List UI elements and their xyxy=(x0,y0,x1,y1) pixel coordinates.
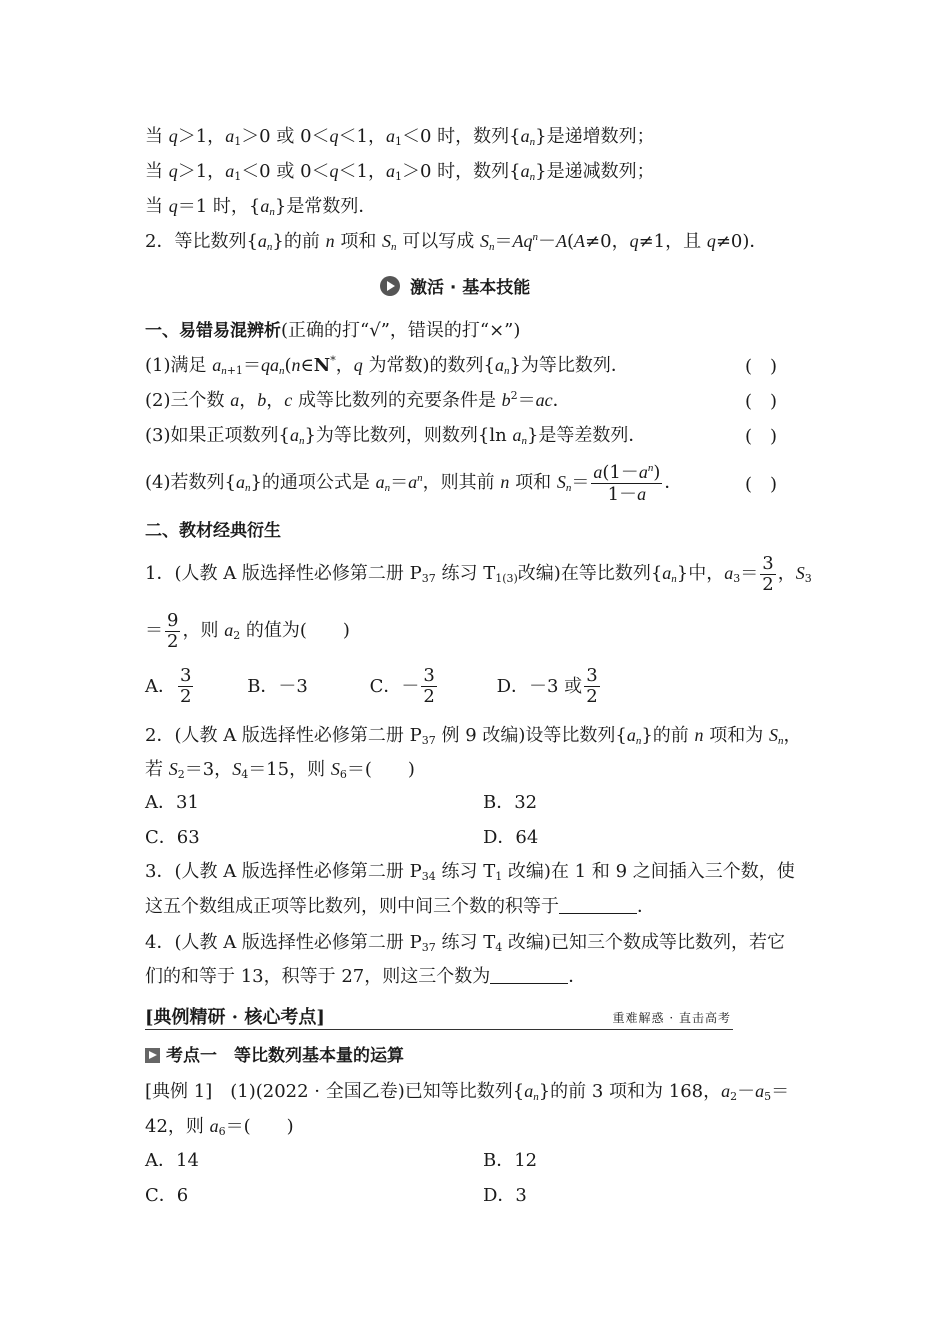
q4-blank[interactable] xyxy=(490,965,568,984)
q1-option-a[interactable]: A． $\frac{3}{2}$ xyxy=(145,665,192,707)
q1-line-2: ＝ $\frac{9}{2}$ ，则 $a_2$ 的值为( ) xyxy=(145,609,350,652)
q3-line-2: 这五个数组成正项等比数列，则中间三个数的积等于 ． xyxy=(145,896,655,917)
example-line-1: [典例 1] (1)(2022 · 全国乙卷)已知等比数列$\{a_n\}$的前 3 项和为 168，$a_2-a_5=$ xyxy=(145,1081,790,1103)
sum-fraction: $\frac{a(1-a^n)}{1-a}$ xyxy=(593,461,661,505)
q4-line-1: 4．(人教 A 版选择性必修第二册 $P_{37}$ 练习 $T_4$ 改编)已知三个数成等比数列，若它 xyxy=(145,932,785,954)
q3-line-1: 3．(人教 A 版选择性必修第二册 $P_{34}$ 练习 $T_1$ 改编)在 1 和 9 之间插入三个数，使 xyxy=(145,861,795,883)
q2-option-d[interactable]: D．64 xyxy=(483,827,539,848)
q2-option-b[interactable]: B．32 xyxy=(483,792,538,813)
topic-line xyxy=(145,1043,404,1069)
play-square-icon xyxy=(145,1048,160,1063)
q1-option-d[interactable]: D．－3 或 $\frac{3}{2}$ xyxy=(496,665,598,707)
section-banner xyxy=(380,273,530,298)
judge-item-2: (2)三个数 a，b，c 成等比数列的充要条件是 $b^2=ac$． xyxy=(145,389,571,411)
q4-line-2: 们的和等于 13，积等于 27，则这三个数为 ． xyxy=(145,966,587,987)
q1-option-c[interactable]: C．－ $\frac{3}{2}$ xyxy=(369,665,435,707)
banner-title: 激活 · 基本技能 xyxy=(410,278,531,298)
textbook-heading-text: 二、教材经典衍生 xyxy=(145,521,281,541)
q2-line-1: 2．(人教 A 版选择性必修第二册 $P_{37}$ 例 9 改编)设等比数列$\{a_n\}$的前 n 项和为 $S_n$， xyxy=(145,725,802,747)
q2-option-a[interactable]: A．31 xyxy=(145,792,199,813)
example-option-d[interactable]: D．3 xyxy=(483,1185,527,1206)
q2-option-c[interactable]: C．63 xyxy=(145,827,200,848)
judge-paren-3[interactable]: ( ) xyxy=(745,426,778,447)
judge-item-4: (4)若数列$\{a_n\}$的通项公式是 $a_n=a^n$，则其前 n 项和 $S_n=$ $\frac{a(1-a^n)}{1-a}$ ． xyxy=(145,461,683,505)
judge-item-3: (3)如果正项数列$\{a_n\}$为等比数列，则数列{ln $a_n$}是等差数列． xyxy=(145,425,647,447)
q1-option-b[interactable]: B．－3 xyxy=(247,675,308,697)
example-option-b[interactable]: B．12 xyxy=(483,1150,538,1171)
judge-instruction: (正确的打“√”，错误的打“×”) xyxy=(281,320,521,341)
example-option-c[interactable]: C．6 xyxy=(145,1185,189,1206)
play-circle-icon xyxy=(380,276,400,296)
property-line-4: 2．等比数列$\{a_n\}$的前 n 项和 $S_n$ 可以写成 $S_n=Aq^n-A(A\ne 0$，q≠1，且 q≠0)． xyxy=(145,231,768,253)
example-option-a[interactable]: A．14 xyxy=(145,1150,199,1171)
research-header xyxy=(145,1003,733,1030)
judge-paren-1[interactable]: ( ) xyxy=(745,356,778,377)
q3-blank[interactable] xyxy=(559,895,637,914)
example-label: [典例 1] xyxy=(145,1081,213,1102)
judge-paren-4[interactable]: ( ) xyxy=(745,474,778,495)
textbook-heading xyxy=(145,518,281,544)
property-line-1: 当 q＞1，$a_1>0$ 或 0＜q＜1，$a_1<0$ 时，数列$\{a_n\}$是递增数列； xyxy=(145,126,655,148)
judge-heading-line xyxy=(145,318,520,344)
q2-line-2: 若 $S_2=3$，$S_4=15$，则 $S_6=$( ) xyxy=(145,759,415,781)
q1-line-1: 1．(人教 A 版选择性必修第二册 $P_{37}$ 练习 $T_{1(3)}$改编)在等比数列$\{a_n\}$中，$a_3=$ $\frac{3}{2}$ ，$S_3$ xyxy=(145,552,812,595)
judge-heading: 一、易错易混辨析 xyxy=(145,321,281,341)
judge-paren-2[interactable]: ( ) xyxy=(745,391,778,412)
research-tag: 重难解惑 · 直击高考 xyxy=(612,1011,731,1025)
topic-title: 考点一 等比数列基本量的运算 xyxy=(166,1046,404,1066)
research-title: [典例精研 · 核心考点] xyxy=(145,1007,325,1028)
property-line-3: 当 q＝1 时，$\{a_n\}$是常数列． xyxy=(145,196,377,218)
property-line-2: 当 q＞1，$a_1<0$ 或 0＜q＜1，$a_1>0$ 时，数列$\{a_n\}$是递减数列； xyxy=(145,161,655,183)
q1-options xyxy=(145,666,602,707)
judge-item-1: (1)满足 $a_{n+1}=qa_n(n\in N^*$，q 为常数)的数列$\{a_n\}$为等比数列． xyxy=(145,354,629,377)
example-line-2: 42，则 $a_6=$( ) xyxy=(145,1116,294,1138)
